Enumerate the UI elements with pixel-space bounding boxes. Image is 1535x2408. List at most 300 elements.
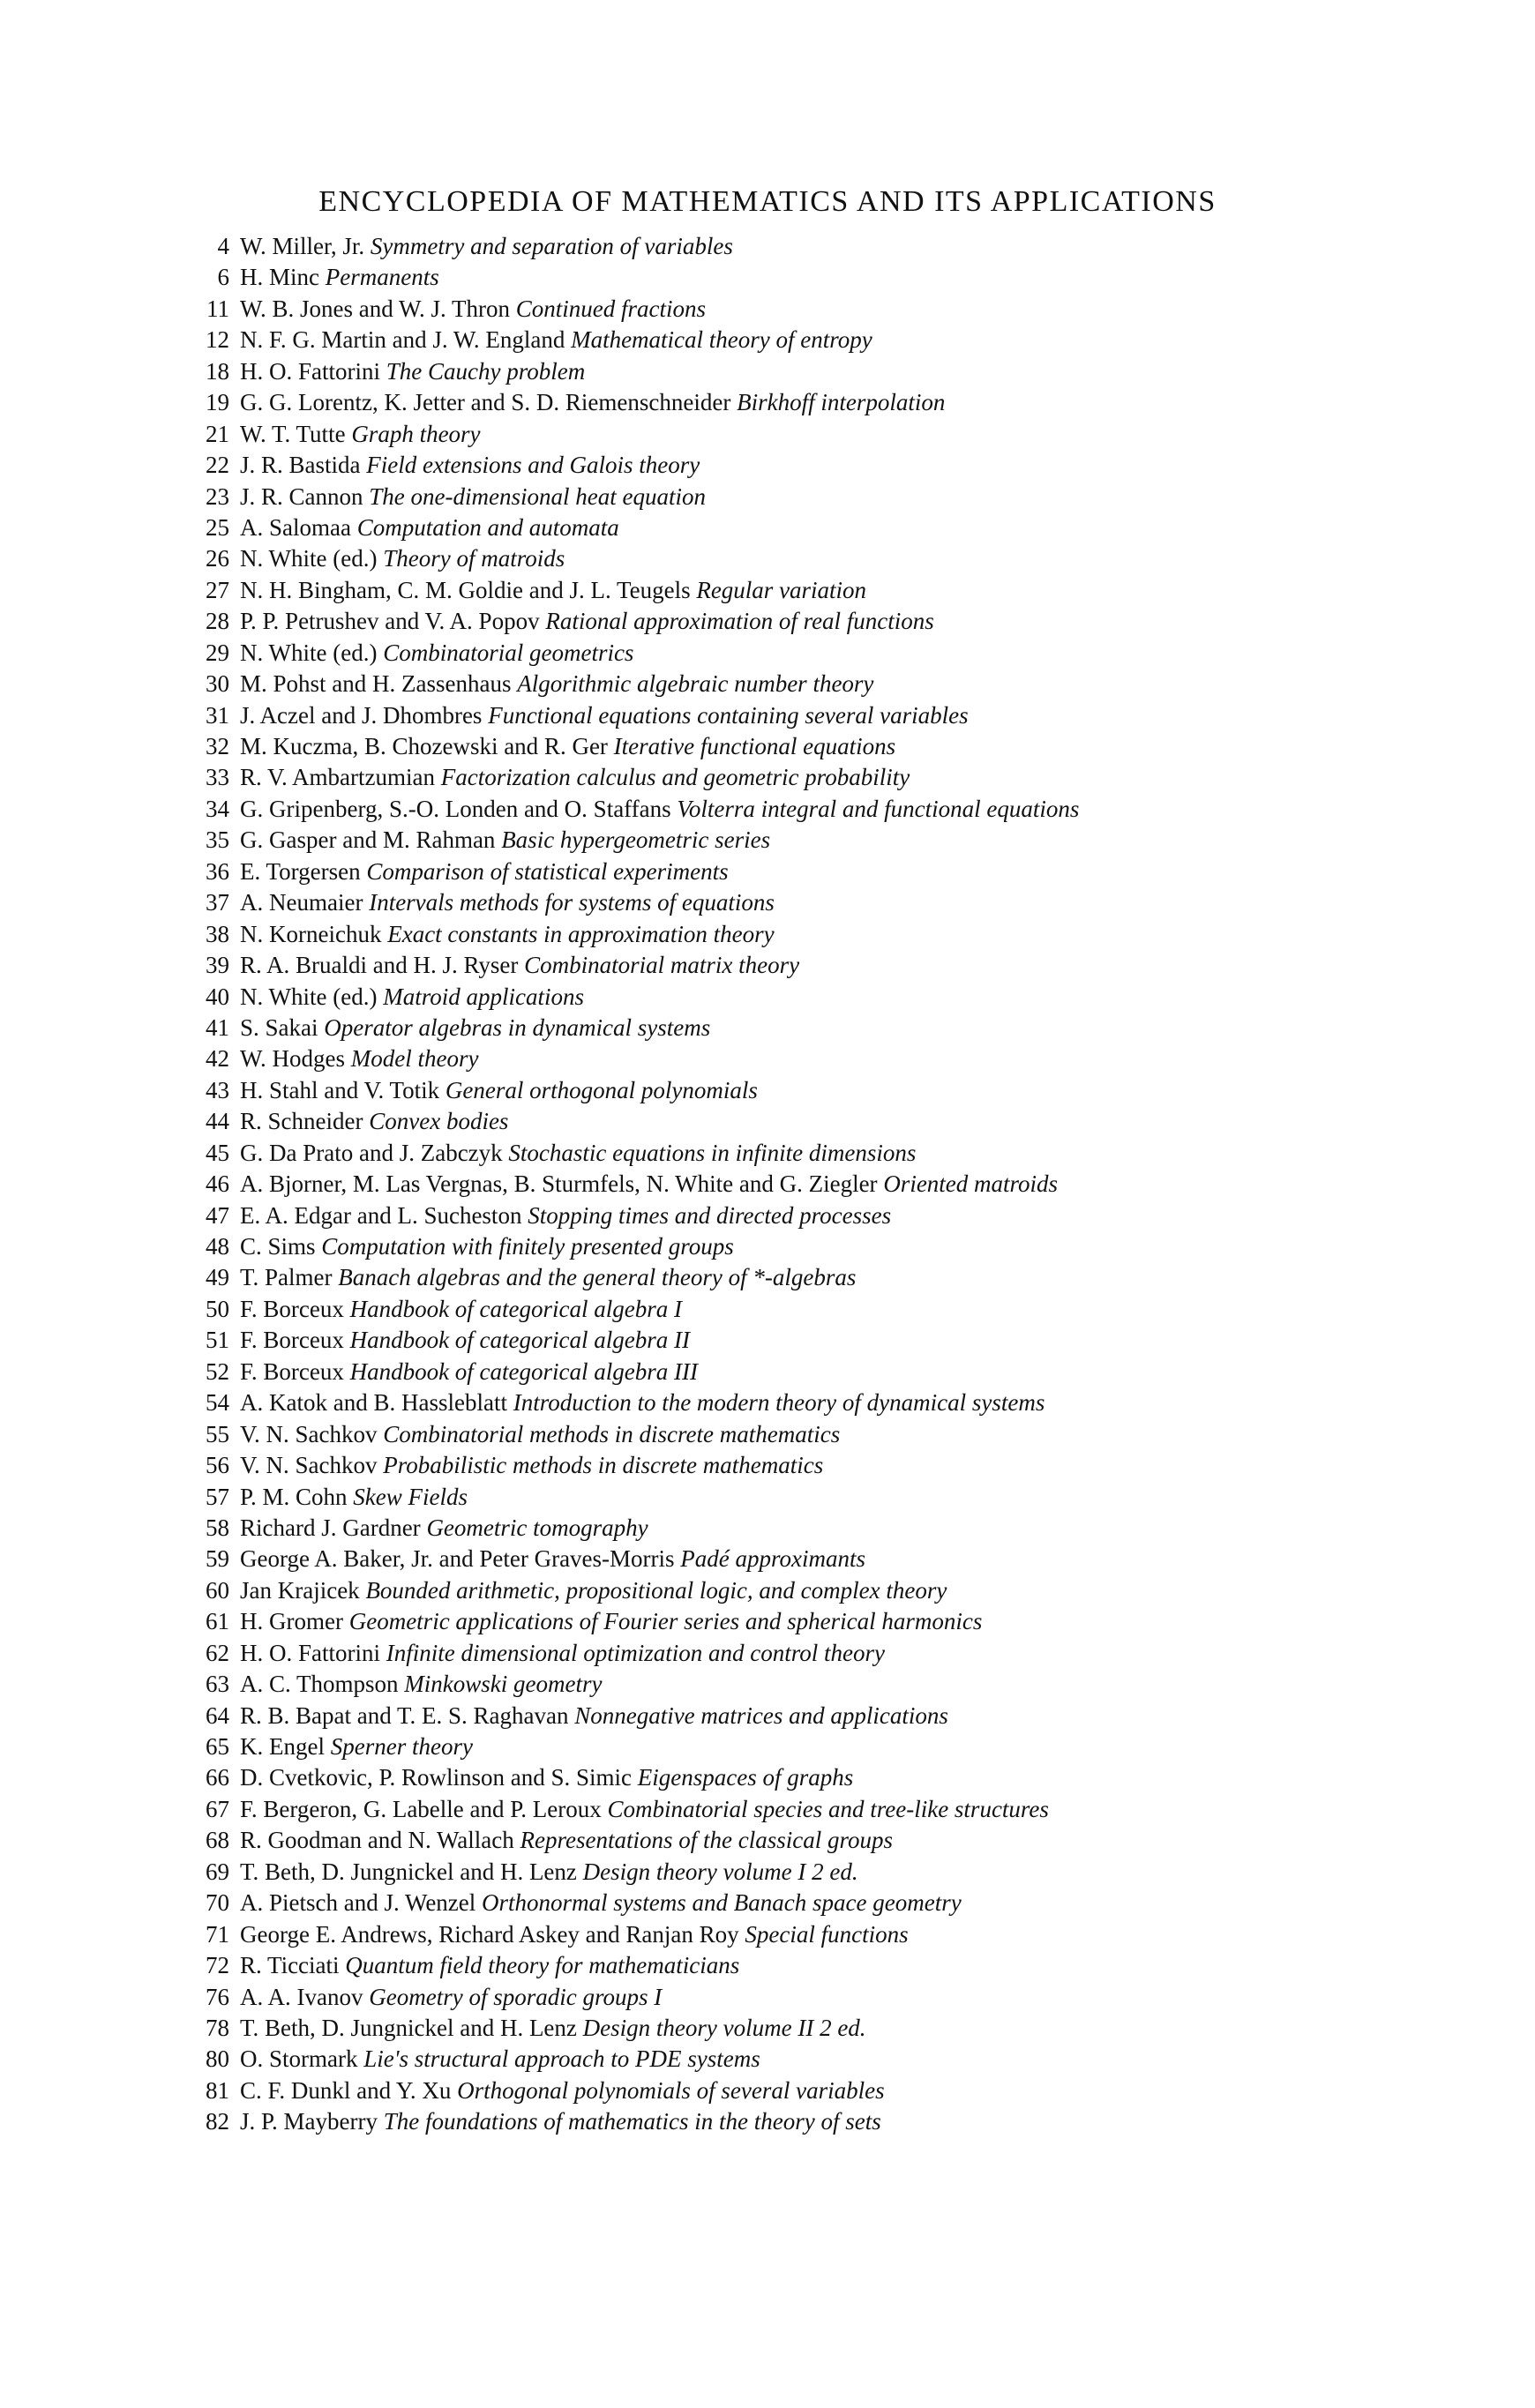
book-text	[240, 2075, 885, 2106]
book-text	[240, 2044, 760, 2075]
book-title: Handbook of categorical algebra III	[349, 1357, 698, 1385]
book-entry	[0, 1669, 1535, 1700]
book-title: Handbook of categorical algebra II	[349, 1327, 691, 1354]
book-entry	[0, 262, 1535, 293]
book-number: 42	[206, 1045, 229, 1073]
book-entry	[0, 919, 1535, 950]
book-title: Orthogonal polynomials of several variables	[457, 2076, 885, 2104]
book-authors: D. Cvetkovic, P. Rowlinson and S. Simic	[240, 1764, 633, 1791]
book-entry	[0, 1169, 1535, 1200]
book-text	[240, 419, 481, 450]
book-number: 72	[206, 1952, 229, 1979]
book-title: Functional equations containing several variables	[488, 701, 969, 729]
book-entry	[0, 1450, 1535, 1481]
book-authors: N. Korneichuk	[240, 920, 382, 947]
book-title: Introduction to the modern theory of dynamical systems	[513, 1389, 1045, 1417]
book-title: Probabilistic methods in discrete mathematics	[383, 1452, 824, 1479]
book-text	[240, 1231, 734, 1262]
book-title: Rational approximation of real functions	[545, 608, 934, 635]
book-text	[240, 1043, 478, 1074]
book-text	[240, 856, 729, 887]
book-title: Representations of the classical groups	[520, 1827, 893, 1854]
book-entry	[0, 825, 1535, 856]
book-number: 11	[206, 295, 229, 322]
book-number: 39	[206, 952, 229, 979]
book-entry	[0, 1950, 1535, 1981]
book-title: Quantum field theory for mathematicians	[345, 1952, 740, 1979]
book-entry	[0, 512, 1535, 543]
book-entry	[0, 1387, 1535, 1418]
book-title: Matroid applications	[383, 983, 584, 1010]
book-title: Eigenspaces of graphs	[637, 1764, 854, 1791]
book-list	[0, 231, 1535, 2138]
book-title: Orthonormal systems and Banach space geometry	[482, 1889, 962, 1917]
book-title: Iterative functional equations	[613, 733, 896, 759]
book-title: Model theory	[350, 1045, 479, 1073]
book-authors: G. Gasper and M. Rahman	[240, 826, 496, 854]
book-text	[240, 638, 633, 669]
book-number: 56	[206, 1452, 229, 1479]
book-text	[240, 231, 733, 262]
book-title: Birkhoff interpolation	[737, 389, 946, 416]
book-title: The one-dimensional heat equation	[369, 482, 706, 510]
book-title: Skew Fields	[353, 1483, 468, 1510]
book-number: 27	[206, 576, 229, 603]
book-number: 69	[206, 1858, 229, 1885]
book-entry	[0, 1731, 1535, 1762]
book-authors: R. A. Brualdi and H. J. Ryser	[240, 952, 519, 979]
book-number: 62	[206, 1639, 229, 1666]
book-title: Design theory volume II 2 ed.	[582, 2014, 866, 2041]
book-authors: A. Bjorner, M. Las Vergnas, B. Sturmfels, N. White and G. Ziegler	[240, 1170, 878, 1198]
book-entry	[0, 1575, 1535, 1606]
book-number: 58	[206, 1514, 229, 1541]
book-text	[240, 1013, 710, 1043]
book-number: 38	[206, 920, 229, 947]
book-text	[240, 606, 934, 637]
book-text	[240, 982, 584, 1013]
book-text	[240, 450, 700, 481]
book-authors: C. F. Dunkl and Y. Xu	[240, 2076, 452, 2104]
book-number: 66	[206, 1764, 229, 1791]
book-number: 71	[206, 1920, 229, 1948]
book-text	[240, 1762, 853, 1793]
book-authors: J. R. Cannon	[240, 482, 363, 510]
book-title: Infinite dimensional optimization and control theory	[386, 1639, 885, 1666]
book-number: 45	[206, 1139, 229, 1166]
book-number: 55	[206, 1420, 229, 1447]
book-text	[240, 1200, 891, 1231]
book-title: Regular variation	[696, 576, 867, 603]
book-number: 31	[206, 701, 229, 729]
book-authors: J. R. Bastida	[240, 452, 361, 479]
book-authors: R. Goodman and N. Wallach	[240, 1827, 514, 1854]
book-number: 64	[206, 1701, 229, 1729]
book-text	[240, 1075, 758, 1106]
book-text	[240, 825, 770, 856]
book-text	[240, 1606, 982, 1637]
book-title: Geometry of sporadic groups I	[369, 1983, 663, 2010]
book-authors: H. Minc	[240, 264, 319, 291]
book-authors: N. F. G. Martin and J. W. England	[240, 326, 565, 354]
book-entry	[0, 1075, 1535, 1106]
book-title: Design theory volume I 2 ed.	[582, 1858, 858, 1885]
book-authors: N. H. Bingham, C. M. Goldie and J. L. Teugels	[240, 576, 691, 603]
book-text	[240, 762, 910, 793]
book-entry	[0, 450, 1535, 481]
book-entry	[0, 543, 1535, 574]
book-authors: M. Kuczma, B. Chozewski and R. Ger	[240, 733, 608, 759]
book-number: 82	[206, 2108, 229, 2135]
book-entry	[0, 1513, 1535, 1544]
book-number: 76	[206, 1983, 229, 2010]
book-authors: P. M. Cohn	[240, 1483, 348, 1510]
book-authors: N. White (ed.)	[240, 545, 378, 572]
book-authors: R. Ticciati	[240, 1952, 340, 1979]
book-title: Handbook of categorical algebra I	[349, 1295, 683, 1322]
book-number: 46	[206, 1170, 229, 1198]
book-authors: K. Engel	[240, 1733, 325, 1760]
book-title: Graph theory	[351, 420, 481, 447]
book-text	[240, 1575, 947, 1606]
book-entry	[0, 700, 1535, 731]
book-number: 44	[206, 1108, 229, 1135]
book-entry	[0, 1262, 1535, 1293]
book-title: Permanents	[325, 264, 439, 291]
book-text	[240, 543, 565, 574]
book-number: 41	[206, 1013, 229, 1041]
book-entry	[0, 1231, 1535, 1262]
book-title: Continued fractions	[515, 295, 707, 322]
book-authors: George E. Andrews, Richard Askey and Ranjan Roy	[240, 1920, 739, 1948]
book-text	[240, 1262, 856, 1293]
book-number: 43	[206, 1076, 229, 1103]
book-entry	[0, 1013, 1535, 1043]
book-authors: N. White (ed.)	[240, 639, 378, 666]
book-number: 78	[206, 2014, 229, 2041]
book-number: 12	[206, 326, 229, 354]
book-text	[240, 1638, 885, 1669]
book-authors: H. Gromer	[240, 1608, 343, 1635]
book-title: Theory of matroids	[383, 545, 565, 572]
book-authors: W. Miller, Jr.	[240, 233, 365, 259]
book-text	[240, 1106, 508, 1137]
book-entry	[0, 606, 1535, 637]
book-entry	[0, 231, 1535, 262]
book-number: 21	[206, 420, 229, 447]
book-text	[240, 356, 585, 387]
book-text	[240, 387, 945, 418]
book-entry	[0, 325, 1535, 355]
book-text	[240, 1701, 948, 1731]
book-authors: S. Sakai	[240, 1013, 318, 1041]
book-text	[240, 669, 873, 699]
book-entry	[0, 731, 1535, 762]
book-authors: A. Salomaa	[240, 513, 351, 541]
book-text	[240, 482, 706, 512]
book-title: Comparison of statistical experiments	[366, 857, 729, 885]
book-title: Combinatorial methods in discrete mathematics	[383, 1420, 841, 1447]
book-title: Nonnegative matrices and applications	[574, 1701, 948, 1729]
book-entry	[0, 1200, 1535, 1231]
book-number: 25	[206, 513, 229, 541]
book-entry	[0, 794, 1535, 825]
book-title: Mathematical theory of entropy	[571, 326, 872, 354]
book-entry	[0, 669, 1535, 699]
book-entry	[0, 1043, 1535, 1074]
book-text	[240, 1888, 962, 1918]
book-text	[240, 1513, 648, 1544]
book-authors: H. Stahl and V. Totik	[240, 1076, 440, 1103]
book-title: The foundations of mathematics in the theory of sets	[383, 2108, 881, 2135]
book-number: 48	[206, 1233, 229, 1260]
book-entry	[0, 482, 1535, 512]
book-number: 49	[206, 1264, 229, 1291]
book-authors: H. O. Fattorini	[240, 1639, 380, 1666]
book-authors: H. O. Fattorini	[240, 357, 380, 385]
book-number: 50	[206, 1295, 229, 1322]
book-text	[240, 887, 775, 918]
book-number: 30	[206, 670, 229, 698]
book-authors: A. Katok and B. Hassleblatt	[240, 1389, 507, 1417]
book-text	[240, 1731, 473, 1762]
book-text	[240, 1419, 840, 1450]
book-authors: Richard J. Gardner	[240, 1514, 421, 1541]
book-authors: N. White (ed.)	[240, 983, 378, 1010]
book-title: The Cauchy problem	[386, 357, 586, 385]
book-authors: A. Neumaier	[240, 889, 363, 916]
book-text	[240, 794, 1079, 825]
book-entry	[0, 1357, 1535, 1387]
book-text	[240, 919, 775, 950]
book-title: Banach algebras and the general theory of *-algebras	[338, 1264, 857, 1291]
book-text	[240, 512, 619, 543]
book-text	[240, 1825, 893, 1856]
book-number: 18	[206, 357, 229, 385]
book-title: Computation and automata	[356, 513, 619, 541]
book-entry	[0, 1419, 1535, 1450]
book-authors: W. B. Jones and W. J. Thron	[240, 295, 511, 322]
book-authors: Jan Krajicek	[240, 1576, 360, 1604]
book-text	[240, 1169, 1058, 1200]
book-authors: R. Schneider	[240, 1108, 363, 1135]
book-authors: R. V. Ambartzumian	[240, 764, 435, 791]
book-entry	[0, 950, 1535, 981]
book-title: Operator algebras in dynamical systems	[324, 1013, 711, 1041]
book-authors: T. Beth, D. Jungnickel and H. Lenz	[240, 1858, 577, 1885]
book-number: 51	[206, 1327, 229, 1354]
book-authors: F. Borceux	[240, 1327, 344, 1354]
book-text	[240, 731, 895, 762]
book-title: Lie's structural approach to PDE systems	[363, 2045, 760, 2073]
book-number: 32	[206, 733, 229, 759]
book-title: Stochastic equations in infinite dimensions	[508, 1139, 917, 1166]
book-text	[240, 1950, 739, 1981]
book-number: 22	[206, 452, 229, 479]
book-entry	[0, 1294, 1535, 1325]
book-title: Combinatorial matrix theory	[524, 952, 800, 979]
book-authors: J. Aczel and J. Dhombres	[240, 701, 483, 729]
book-number: 52	[206, 1357, 229, 1385]
book-number: 60	[206, 1576, 229, 1604]
book-authors: E. Torgersen	[240, 857, 361, 885]
series-title: ENCYCLOPEDIA OF MATHEMATICS AND ITS APPLICATIONS	[318, 185, 1217, 218]
book-authors: E. A. Edgar and L. Sucheston	[240, 1201, 522, 1229]
book-number: 47	[206, 1201, 229, 1229]
book-text	[240, 1325, 690, 1356]
book-number: 36	[206, 857, 229, 885]
book-authors: G. G. Lorentz, K. Jetter and S. D. Riemenschneider	[240, 389, 731, 416]
book-number: 80	[206, 2045, 229, 2073]
book-entry	[0, 1888, 1535, 1918]
book-text	[240, 2106, 881, 2137]
book-text	[240, 1794, 1049, 1825]
book-title: Computation with finitely presented groups	[321, 1233, 734, 1260]
book-number: 63	[206, 1671, 229, 1698]
book-authors: V. N. Sachkov	[240, 1420, 378, 1447]
book-title: Exact constants in approximation theory	[387, 920, 775, 947]
book-number: 57	[206, 1483, 229, 1510]
book-entry	[0, 1919, 1535, 1950]
book-title: Special functions	[745, 1920, 909, 1948]
book-number: 54	[206, 1389, 229, 1417]
book-text	[240, 2013, 866, 2044]
book-number: 6	[217, 264, 229, 291]
book-entry	[0, 1794, 1535, 1825]
book-title: Geometric tomography	[426, 1514, 648, 1541]
book-number: 35	[206, 826, 229, 854]
book-authors: F. Bergeron, G. Labelle and P. Leroux	[240, 1795, 602, 1822]
book-title: Sperner theory	[330, 1733, 473, 1760]
book-title: Field extensions and Galois theory	[366, 452, 700, 479]
book-entry	[0, 1825, 1535, 1856]
book-text	[240, 1919, 909, 1950]
book-entry	[0, 356, 1535, 387]
book-authors: A. A. Ivanov	[240, 1983, 363, 2010]
book-title: Oriented matroids	[883, 1170, 1059, 1198]
book-number: 81	[206, 2076, 229, 2104]
book-entry	[0, 575, 1535, 606]
book-title: General orthogonal polynomials	[445, 1076, 758, 1103]
book-authors: F. Borceux	[240, 1295, 344, 1322]
book-authors: J. P. Mayberry	[240, 2108, 378, 2135]
book-text	[240, 1544, 865, 1574]
book-entry	[0, 1325, 1535, 1356]
book-title: Bounded arithmetic, propositional logic, and complex theory	[365, 1576, 947, 1604]
book-number: 67	[206, 1795, 229, 1822]
book-authors: T. Palmer	[240, 1264, 333, 1291]
book-text	[240, 1482, 468, 1513]
book-entry	[0, 419, 1535, 450]
book-entry	[0, 2106, 1535, 2137]
book-authors: C. Sims	[240, 1233, 316, 1260]
book-number: 65	[206, 1733, 229, 1760]
book-text	[240, 575, 866, 606]
book-text	[240, 1857, 858, 1888]
book-number: 23	[206, 482, 229, 510]
book-text	[240, 1357, 698, 1387]
book-authors: A. C. Thompson	[240, 1671, 399, 1698]
book-number: 26	[206, 545, 229, 572]
book-number: 34	[206, 795, 229, 822]
book-title: Minkowski geometry	[404, 1671, 603, 1698]
book-entry	[0, 856, 1535, 887]
book-number: 68	[206, 1827, 229, 1854]
book-authors: F. Borceux	[240, 1357, 344, 1385]
book-number: 29	[206, 639, 229, 666]
book-authors: R. B. Bapat and T. E. S. Raghavan	[240, 1701, 569, 1729]
book-entry	[0, 1544, 1535, 1574]
book-entry	[0, 1482, 1535, 1513]
book-entry	[0, 1638, 1535, 1669]
book-text	[240, 950, 799, 981]
book-text	[240, 294, 706, 325]
book-title: Padé approximants	[680, 1545, 866, 1573]
book-title: Convex bodies	[369, 1108, 509, 1135]
book-title: Factorization calculus and geometric probability	[440, 764, 910, 791]
book-number: 70	[206, 1889, 229, 1917]
book-authors: A. Pietsch and J. Wenzel	[240, 1889, 476, 1917]
book-title: Stopping times and directed processes	[528, 1201, 892, 1229]
book-entry	[0, 1762, 1535, 1793]
book-entry	[0, 887, 1535, 918]
book-number: 61	[206, 1608, 229, 1635]
book-entry	[0, 294, 1535, 325]
book-authors: P. P. Petrushev and V. A. Popov	[240, 608, 540, 635]
book-number: 28	[206, 608, 229, 635]
book-text	[240, 1982, 662, 2013]
book-text	[240, 325, 872, 355]
book-number: 40	[206, 983, 229, 1010]
book-entry	[0, 2044, 1535, 2075]
book-title: Basic hypergeometric series	[501, 826, 771, 854]
book-entry	[0, 1138, 1535, 1169]
book-text	[240, 1450, 823, 1481]
book-number: 59	[206, 1545, 229, 1573]
book-text	[240, 1294, 682, 1325]
book-entry	[0, 1701, 1535, 1731]
book-title: Combinatorial geometrics	[383, 639, 634, 666]
book-authors: V. N. Sachkov	[240, 1452, 378, 1479]
book-entry	[0, 1982, 1535, 2013]
book-title: Combinatorial species and tree-like structures	[607, 1795, 1049, 1822]
book-title: Volterra integral and functional equations	[677, 795, 1080, 822]
book-title: Intervals methods for systems of equations	[369, 889, 775, 916]
book-text	[240, 262, 439, 293]
book-entry	[0, 1106, 1535, 1137]
book-number: 19	[206, 389, 229, 416]
book-authors: W. T. Tutte	[240, 420, 346, 447]
book-authors: M. Pohst and H. Zassenhaus	[240, 670, 512, 698]
book-authors: George A. Baker, Jr. and Peter Graves-Morris	[240, 1545, 675, 1573]
book-number: 4	[217, 233, 229, 259]
book-title: Geometric applications of Fourier series and spherical harmonics	[348, 1608, 983, 1635]
book-authors: W. Hodges	[240, 1045, 345, 1073]
book-title: Algorithmic algebraic number theory	[517, 670, 874, 698]
book-entry	[0, 2075, 1535, 2106]
book-entry	[0, 1857, 1535, 1888]
book-authors: T. Beth, D. Jungnickel and H. Lenz	[240, 2014, 577, 2041]
book-entry	[0, 762, 1535, 793]
book-title: Symmetry and separation of variables	[370, 233, 733, 259]
book-entry	[0, 2013, 1535, 2044]
book-entry	[0, 1606, 1535, 1637]
book-authors: G. Gripenberg, S.-O. Londen and O. Staffans	[240, 795, 671, 822]
book-entry	[0, 387, 1535, 418]
book-number: 37	[206, 889, 229, 916]
book-text	[240, 1138, 916, 1169]
book-authors: O. Stormark	[240, 2045, 358, 2073]
